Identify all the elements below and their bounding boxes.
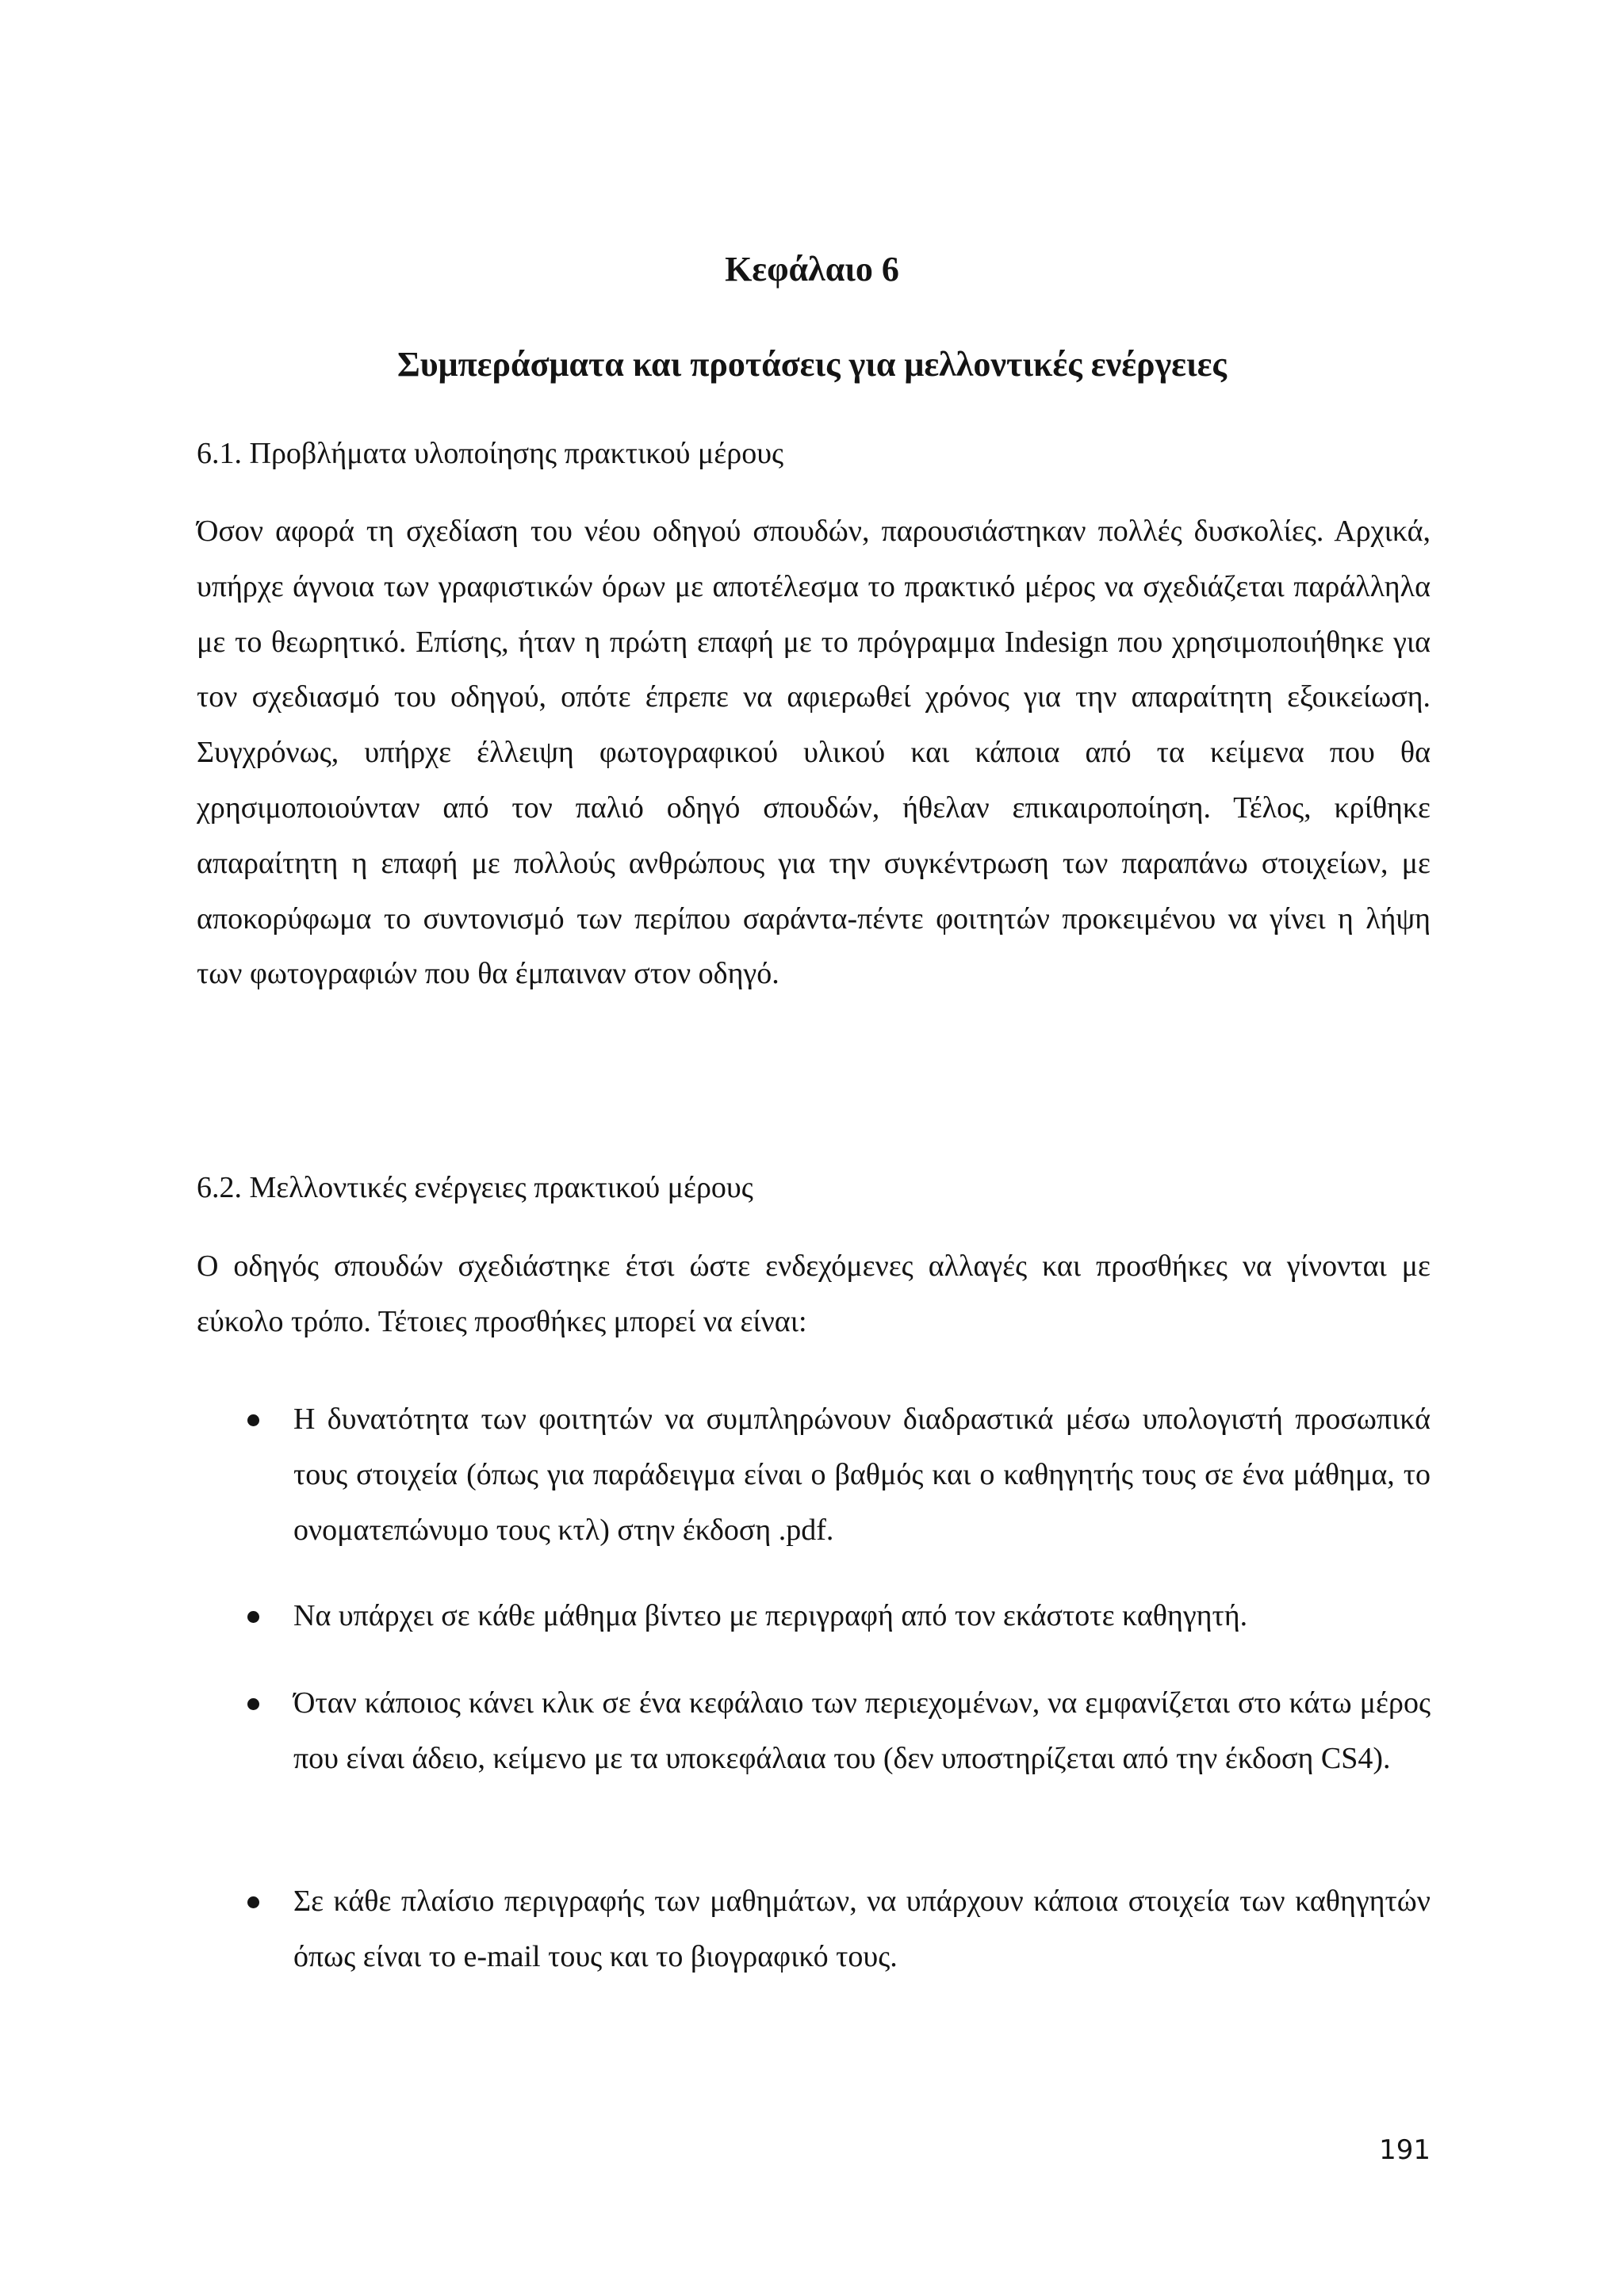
page-number: 191 <box>1379 2134 1431 2166</box>
list-item <box>293 1589 1431 1644</box>
section-6-1-paragraph: Όσον αφορά τη σχεδίαση του νέου οδηγού σπουδών, παρουσιάστηκαν πολλές δυσκολίες. Αρχικά, υπήρχε άγνοια των γραφιστικών όρων με αποτέλεσμα το πρακτικό μέρος να σχεδιάζεται παράλληλα με το θεωρητικό. Επίσης, ήταν η πρώτη επαφή με το πρόγραμμα Indesign που χρησιμοποιήθηκε για τον σχεδιασμό του οδηγού, οπότε έπρεπε να αφιερωθεί χρόνος για την απαραίτητη εξοικείωση. Συγχρόνως, υπήρχε έλλειψη φωτογραφικού υλικού και κάποια από τα κείμενα που θα χρησιμοποιούνταν από τον παλιό οδηγό σπουδών, ήθελαν επικαιροποίηση. Τέλος, κρίθηκε απαραίτητη η επαφή με πολλούς ανθρώπους για την συγκέντρωση των παραπάνω στοιχείων, με αποκορύφωμα το συντονισμό των περίπου σαράντα-πέντε φοιτητών προκειμένου να γίνει η λήψη των φωτογραφιών που θα έμπαιναν στον οδηγό. <box>197 515 1431 991</box>
bullet-icon <box>247 1414 259 1426</box>
section-6-2-intro: Ο οδηγός σπουδών σχεδιάστηκε έτσι ώστε ενδεχόμενες αλλαγές και προσθήκες να γίνονται με εύκολο τρόπο. Τέτοιες προσθήκες μπορεί να είναι: <box>197 1249 1431 1338</box>
list-item-text: Σε κάθε πλαίσιο περιγραφής των μαθημάτων, να υπάρχουν κάποια στοιχεία των καθηγητών όπως είναι το e-mail τους και το βιογραφικό τους. <box>293 1885 1431 1973</box>
bullet-icon <box>247 1611 259 1623</box>
bullet-icon <box>247 1896 259 1908</box>
chapter-subtitle: Συμπεράσματα και προτάσεις για μελλοντικές ενέργειες <box>397 345 1227 384</box>
list-item-text: Να υπάρχει σε κάθε μάθημα βίντεο με περιγραφή από τον εκάστοτε καθηγητή. <box>293 1599 1248 1632</box>
list-item <box>293 1676 1431 1787</box>
section-heading-6-2: 6.2. Μελλοντικές ενέργειες πρακτικού μέρους <box>197 1171 753 1204</box>
bullet-icon <box>247 1698 259 1710</box>
list-item <box>293 1392 1431 1558</box>
list-item-text: Η δυνατότητα των φοιτητών να συμπληρώνουν διαδραστικά μέσω υπολογιστή προσωπικά τους στοιχεία (όπως για παράδειγμα είναι ο βαθμός και ο καθηγητής τους σε ένα μάθημα, το ονοματεπώνυμο τους κτλ) στην έκδοση .pdf. <box>293 1402 1431 1547</box>
section-heading-6-1: 6.1. Προβλήματα υλοποίησης πρακτικού μέρους <box>197 437 784 470</box>
list-item <box>293 1874 1431 1985</box>
chapter-title: Κεφάλαιο 6 <box>725 250 899 289</box>
list-item-text: Όταν κάποιος κάνει κλικ σε ένα κεφάλαιο των περιεχομένων, να εμφανίζεται στο κάτω μέρος που είναι άδειο, κείμενο με τα υποκεφάλαια του (δεν υποστηρίζεται από την έκδοση CS4). <box>293 1686 1431 1775</box>
